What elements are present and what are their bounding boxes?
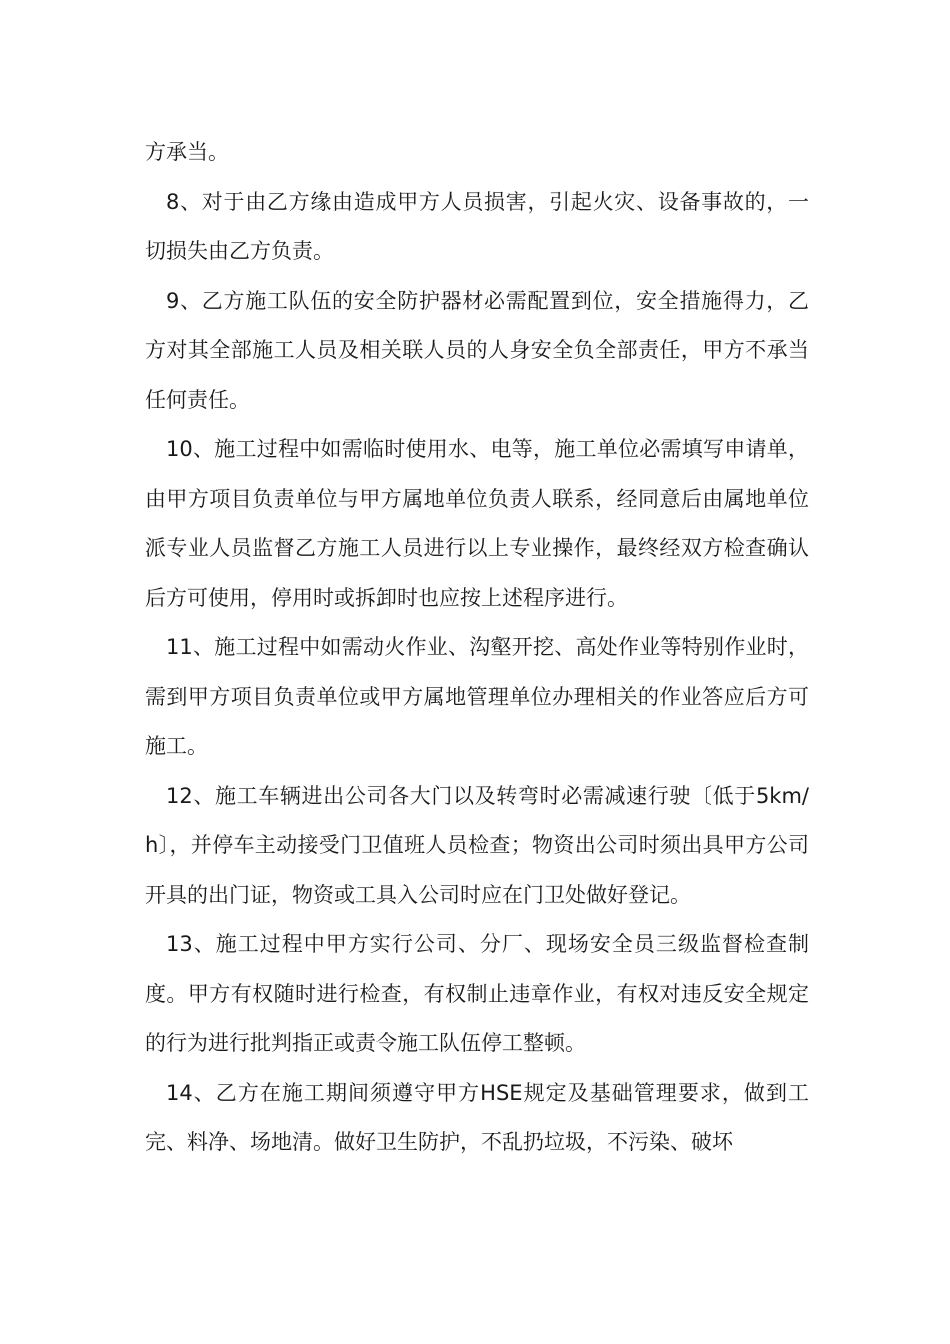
- paragraph-clause-13: 13、施工过程中甲方实行公司、分厂、现场安全员三级监督检查制度。甲方有权随时进行检查，有权制止违章作业，有权对违反安全规定的行为进行批判指正或责令施工队伍停工整顿。: [145, 932, 809, 1055]
- paragraph-continuation: 方承当。: [145, 140, 229, 164]
- document-body: [145, 128, 809, 1168]
- paragraph-clause-8: 8、对于由乙方缘由造成甲方人员损害，引起火灾、设备事故的，一切损失由乙方负责。: [145, 189, 809, 263]
- paragraph-clause-9: 9、乙方施工队伍的安全防护器材必需配置到位，安全措施得力，乙方对其全部施工人员及相关联人员的人身安全负全部责任，甲方不承当任何责任。: [145, 288, 809, 412]
- paragraph-clause-10: 10、施工过程中如需临时使用水、电等，施工单位必需填写申请单，由甲方项目负责单位与甲方属地单位负责人联系，经同意后由属地单位派专业人员监督乙方施工人员进行以上专业操作，最终经双方检查确认后方可使用，停用时或拆卸时也应按上述程序进行。: [145, 437, 809, 610]
- paragraph-clause-12: 12、施工车辆进出公司各大门以及转弯时必需减速行驶〔低于5km/h〕，并停车主动接受门卫值班人员检查；物资出公司时须出具甲方公司开具的出门证，物资或工具入公司时应在门卫处做好登记。: [145, 783, 809, 907]
- paragraph-clause-14: 14、乙方在施工期间须遵守甲方HSE规定及基础管理要求，做到工完、料净、场地清。做好卫生防护，不乱扔垃圾，不污染、破坏: [145, 1080, 809, 1154]
- paragraph-clause-11: 11、施工过程中如需动火作业、沟壑开挖、高处作业等特别作业时，需到甲方项目负责单位或甲方属地管理单位办理相关的作业答应后方可施工。: [145, 635, 809, 758]
